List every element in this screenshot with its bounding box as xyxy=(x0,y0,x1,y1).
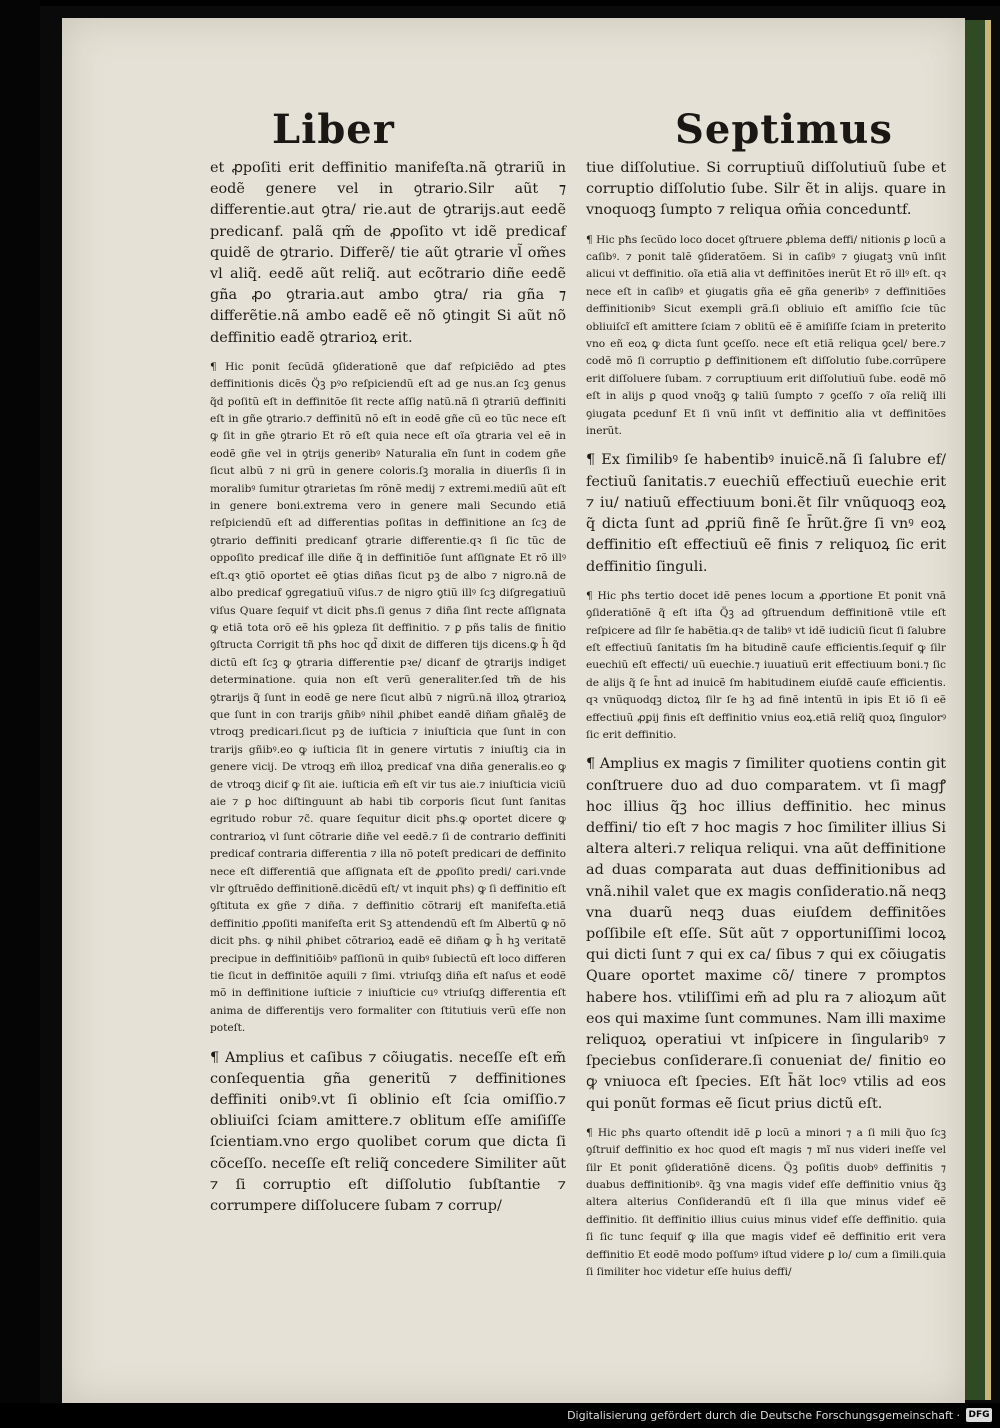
dfg-logo: DFG xyxy=(966,1408,992,1422)
page-edge xyxy=(985,20,991,1400)
scan-top-border xyxy=(0,0,1000,6)
text-paragraph: ¶ Hic pħs ſecũdo loco docet ꝯſtruere ꝓblema deffi/ nitionis ꝑ locũ a caſibꝰ. ⁊ ponit talẽ ꝯſideratõem. Si in caſibꝰ ⁊ ꝯiugatꝫ vnũ inſit alicui vt deffinitio. oĩa etiã alia vt deffinitões inerũt Et rõ illꝰ eſt. qꝛ nece eſt in caſibꝰ et ꝯiugatis gña eẽ gña generibꝰ ⁊ deffinitiões deffinitionibꝰ Sicut exempli grã.ſi obliuio eſt amiſſio ſcie tũc obliuiſcĩ eſt amittere ſciam ⁊ oblitũ eẽ ẽ amiſiſſe ſciam in preterito vno eñ eoꝝ ꝙ dicta ſunt ꝯceſſo. nece eſt etiã reliqua ꝯcel/ bere.⁊ codẽ mõ ſi corruptio ꝑ deffinitionem eſt diſſolutio ſube.corrũpere erit diſſoluere ſubam. ⁊ corruptiuum erit diſſolutiuũ ſube. eodẽ mõ eſt in alijs ꝑ quod vnoq̃ꝫ ꝙ taliũ ſumpto ⁊ ꝯceſſo ⁊ oĩa reliq̃ illi ꝯiugata ꝑcedunf Et ſi vnũ inſit vt deffinitio alia vt deffinitões inerũt. xyxy=(586,233,946,438)
text-paragraph: ¶ Ex ſimilibꝰ ſe habentibꝰ inuicẽ.nã ſi ſalubre ef/ fectiuũ ſanitatis.⁊ euechiũ effectiuũ euechie erit ⁊ iu/ natiuũ effectiuum boni.ẽt ſilr vnũquoqꝫ eoꝝ q̃ dicta ſunt ad ꝓpriũ finẽ ſe h̄rũt.g̃re ſi vnꝰ eoꝝ deffinitio eſt effectiuũ eẽ finis ⁊ reliquoꝝ ſic erit deffinitio ſinguli. xyxy=(586,452,946,575)
text-paragraph: ¶ Amplius et caſibus ⁊ cõiugatis. neceſſe eſt em̃ conſequentia gña generitũ ⁊ deffinitiones deffiniti onibꝰ.vt ſi oblinio eſt ſcia omiſſio.⁊ obliuiſci ſciam amittere.⁊ oblitum eſſe amiſiſſe ſcientiam.vno ergo quolibet corum que dicta ſi cõceſſo. neceſſe eſt reliq̃ concedere Similiter aũt ⁊ ſi corruptio eſt diſſolutio ſubſtantie ⁊ corrumpere diſſolucere ſubam ⁊ corrup/ xyxy=(210,1049,566,1215)
book-cover-edge xyxy=(963,20,985,1400)
text-paragraph: ¶ Amplius ex magis ⁊ ſimiliter quotiens contin git conſtruere duo ad duo comparatem. vt ſi magꝭ hoc illius q̃ꝫ hoc illius deffinitio. hec minus deffini/ tio eſt ⁊ hoc magis ⁊ hoc ſimiliter illius Si altera alteri.⁊ reliqua reliqui. vna aũt deffinitione ad duas comparata aut duas deffinitionibus ad vnã.nihil valet que ex magis conſideratio.nã neqꝫ vna duarũ neqꝫ duas eiuſdem deffinitões poſſibile eſt eſſe. Sũt aũt ⁊ opportuniſſimi locoꝝ qui dicti ſunt ⁊ qui ex ca/ ſibus ⁊ qui ex cõiugatis Quare oportet maxime cõ/ tinere ⁊ promptos habere hos. vtiliſſimi em̃ ad plu ra ⁊ alioꝝum aũt eos qui maxime ſunt communes. Nam illi maxime reliquoꝝ operatiui vt inſpicere in ſingularibꝰ ⁊ ſpeciebus conſiderare.ſi conueniat de/ finitio eo ꝙ vniuoca eſt ſpecies. Eſt h̄ãt locꝰ vtilis ad eos qui ponũt formas eẽ ſicut prius dictũ eſt. xyxy=(586,756,946,1112)
digitization-footer xyxy=(0,1403,1000,1428)
funding-credit: Digitalisierung gefördert durch die Deutsche Forschungsgemeinschaft · xyxy=(567,1409,960,1422)
left-text-column xyxy=(210,158,566,1227)
scan-left-margin xyxy=(0,0,40,1428)
right-text-column xyxy=(586,158,946,1291)
running-head-right: Septimus xyxy=(675,106,893,153)
text-paragraph: tiue diſſolutiue. Si corruptiuũ diſſolutiuũ ſube et corruptio diſſolutio ſube. Silr ẽt in alijs. quare in vnoquoqꝫ ſumpto ⁊ reliqua om̃ia conceduntf. xyxy=(586,160,946,219)
text-paragraph: ¶ Hic pħs tertio docet idẽ penes locum a ꝓportione Et ponit vnã ꝯſideratiõnẽ q̃ eſt iſta Q̈ꝫ ad ꝯſtruendum deffinitionẽ vtile eſt reſpicere ad ſilr ſe habẽtia.qꝛ de talibꝰ vt idẽ iudiciũ ſicut ſi ſalubre eſt effectiuũ ſanitatis ſm ha bitudinẽ cauſe efficientis.ſequif ꝙ ſilr euechiũ eſt effecti/ uũ euechie.⁊ iuuatiuũ erit effectiuum boni.⁊ ſic de alijs q̃ ſe h̄nt ad inuicẽ ſm habitudinem eiuſdẽ cauſe efficientis. qꝛ vnũquodqꝫ dictoꝝ ſilr ſe hꝫ ad finẽ intentũ in ipis Et iõ ſi eẽ effectiuũ ꝓꝑij finis eſt deffinitio vnius eoꝝ.etiã reliq̃ quoꝝ ſingulorꝰ ſic erit deffinitio. xyxy=(586,589,946,741)
text-paragraph: ¶ Hic pħs quarto oſtendit idẽ ꝑ locũ a minori ⁊ a ſi mili q̃uo ſcꝫ ꝯſtruif deffinitio ex hoc quod eſt magis ⁊ mĩ nus videri ineſſe vel ſilr Et ponit ꝯſideratiõnẽ dicens. Q̈ꝫ poſitis duobꝰ deffinitis ⁊ duabus deffinitionibꝰ. q̃ꝫ vna magis videf eſſe deffinitio vnius q̃ꝫ altera alterius Conſiderandũ eſt ſi illa que minus videf eẽ deffinitio. ſit deffinitio illius cuius minus videf eſſe deffinitio. quia ſi ſic tunc ſequif ꝙ illa que magis videf eẽ deffinitio erit vera deffinitio Et eodẽ modo poſſumꝰ iſtud videre ꝑ lo/ cum a ſimili.quia ſi ſimiliter hoc videtur eſſe huius deffi/ xyxy=(586,1126,946,1279)
running-head-left: Liber xyxy=(272,106,395,153)
text-paragraph: et ꝓpoſiti erit deffinitio manifeſta.nã ꝯtrariũ in eodẽ genere vel in ꝯtrario.Silr aũt ⁊ differentie.aut ꝯtra/ rie.aut de ꝯtrarijs.aut eedẽ predicanf. palã qm̃ de ꝓpoſito vt idẽ predicaf quidẽ de ꝯtrario. Differẽ/ tie aũt ꝯtrarie vl̃ om̃es vl aliq̃. eedẽ aũt reliq̃. aut ecõtrario diñe eedẽ gña ꝓo ꝯtraria.aut ambo ꝯtra/ ria gña ⁊ differẽtie.nã ambo eadẽ eẽ nõ ꝯtingit Si aũt nõ deffinitio eadẽ ꝯtrarioꝝ erit. xyxy=(210,160,566,346)
text-paragraph: ¶ Hic ponit ſecũdã ꝯſiderationẽ que daf reſpiciẽdo ad ꝑtes deffinitionis dicẽs Q̈ꝫ pꝰo reſpiciendũ eſt ad ge nus.an ſcꝫ genus q̃d poſitũ eſt in deffinitõe ſit recte aſſig natũ.nã ſi ꝯtrariũ deffiniti eſt in gñe ꝯtrario.⁊ deffinitũ nõ eſt in eodẽ gñe cũ eo tũc nece eſt ꝙ ſit in gñe ꝯtrario Et rõ eſt quia nece eſt oĩa ꝯtraria vel eẽ in eodẽ gñe vel in ꝯtrijs generibꝰ Naturalia eĩn ſunt in codem gñe ſicut albũ ⁊ ni grũ in genere coloris.ſꝫ moralia in diuerſis ſi in moralibꝰ ſumitur ꝯtrarietas ſm rõnẽ medij ⁊ extremi.mediũ aũt eſt in genere boni.extrema vero in genere mali Secundo etiã reſpiciendũ eſt ad differentias poſitas in deffinitione an ſcꝫ de ꝯtrario deffiniti predicanf ꝯtrarie differentie.qꝛ ſi ſic tũc de oppoſito predicaf ille diñe q̃ in deffinitiõe ſunt aſſignate Et rõ illꝰ eſt.qꝛ ꝯtiõ oportet eẽ ꝯtias diñas ſicut pꝫ de albo ⁊ nigro.nã de albo predicaf ꝯgregatiuũ viſus.⁊ de nigro ꝯtiũ illꝰ ſcꝫ diſgregatiuũ viſus Quare ſequif vt dicit pħs.ſi genus ⁊ diña ſint recte aſſignata ꝙ etiã tota orõ eẽ his ꝯpleza ſit deffinitio. ⁊ ꝑ pñs talis de finitio ꝯſtructa Corrigit tñ pħs hoc qd̃ dixit de differen tijs dicens.ꝙ h̄ q̃d dictũ eſt ſcꝫ ꝙ ꝯtraria differentie pꝛe/ dicanf de ꝯtrarijs indiget determinatione. quia non eſt verũ generaliter.ſed tm̃ de his ꝯtrarijs q̃ ſunt in eodẽ ge nere ſicut albũ ⁊ nigrũ.nã illoꝝ ꝯtrarioꝝ que ſunt in con trarijs gñibꝰ nihil ꝓhibet eandẽ diñam gñalẽꝫ de vtroqꝫ predicari.ſicut pꝫ de iuſticia ⁊ iniuſticia que ſunt in con trarijs gñibꝰ.eo ꝙ iuſticia ſit in genere virtutis ⁊ iniuſtiꝫ cia in genere vicij. De vtroqꝫ em̃ illoꝝ predicaf vna diña generalis.eo ꝙ de vtroqꝫ dicif ꝙ ſit aie. iuſticia em̃ eſt vir tus aie.⁊ iniuſticia viciũ aie ⁊ ꝑ hoc diſtinguunt ab habi tib corporis ſicut ſunt ſanitas egritudo robur ⁊c̃. quare ſequitur dicit pħs.ꝙ oportet dicere ꝙ contrarioꝝ vl ſunt cõtrarie diñe vel eedẽ.⁊ ſi de contrario deffiniti predicaf contraria differentia ⁊ illa nõ poteſt predicari de deffinito nece eſt differentiã que aſſignata eſt de ꝓpoſito predi/ cari.vnde vlr ꝯſtruẽdo deffinitionẽ.dicẽdũ eſt/ vt inquit pħs) ꝙ ſi deffinitio eſt ꝯſtituta ex gñe ⁊ diña. ⁊ deffinitio cõtrarij eſt manifeſta.etiã deffinitio ꝓpoſiti manifeſta erit Sꝫ attendendũ eſt ſm Albertũ ꝙ nõ dicit pħs. ꝙ nihil ꝓhibet cõtrarioꝝ eadẽ eẽ diñam ꝙ h̄ hꝫ veritatẽ precipue in deffinitiõibꝰ paſſionũ in quibꝰ ſubiectũ eſt loco differen tie ſicut in deffinitõe aquili ⁊ ſimi. vtriuſqꝫ diña eſt naſus et eodẽ mõ in deffinitione iuſticie ⁊ iniuſticie cuꝰ vtriuſqꝫ differentia eſt anima de differentijs vero formaliter con ſtitutiuis verũ eſſe non poteſt. xyxy=(210,360,566,1035)
